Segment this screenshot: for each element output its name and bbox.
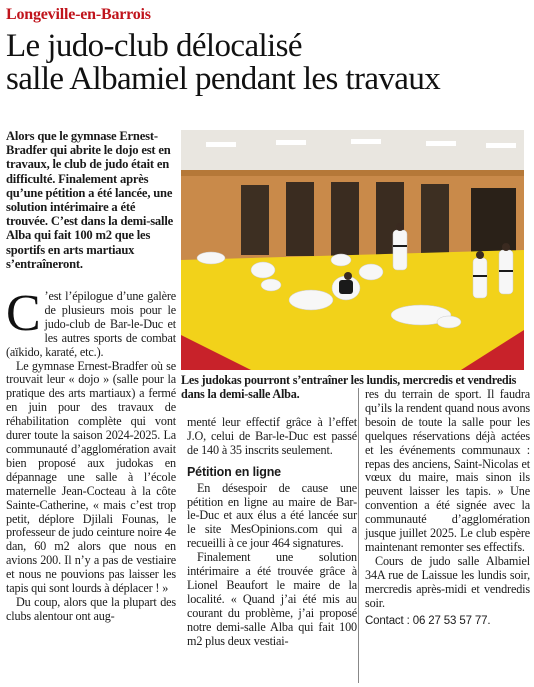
- paragraph: Le gymnase Ernest-Bradfer où se trouvait leur « dojo » (salle pour la pratique des arts martiaux) a fermé en juin pour des travaux de réhabilitation complète qui vont durer toute la saison 2024-2025. La communauté d’agglomération avait bien proposé aux judokas en dépannage une salle à l’école maternelle Jean-Cocteau à la côte Sainte-Catherine, « mais c’est trop petit, déplore Djilali Founas, le professeur de judo ceinture noire 4e dan, 60 m2 alors que nous en avions 200. Il n’y a pas de vestiaire et nous ne pouvions pas laisser les tapis qui sont lourds à déplacer ! »: [6, 358, 176, 596]
- headline-line-2: salle Albamiel pendant les travaux: [6, 61, 441, 97]
- judo-photo-illustration: [181, 130, 524, 370]
- article-column-3: [365, 388, 530, 628]
- article-headline: [6, 30, 531, 96]
- photo-caption: Les judokas pourront s’entraîner les lundis, mercredis et vendredis dans la demi-salle Alba.: [181, 373, 517, 401]
- subheading: Pétition en ligne: [187, 464, 281, 479]
- article-column-1: [6, 285, 176, 624]
- paragraph: Finalement une solution intérimaire a été trouvée grâce à Lionel Beaufort le maire de la localité. « Quand j’ai été mis au courant du problème, j’ai proposé notre demi-salle Alba qui fait 100 m2 plus deux vestiai-: [187, 550, 357, 648]
- article-intro: Alors que le gymnase Ernest-Bradfer qui abrite le dojo est en travaux, le club de judo était en difficulté. Finalement après qu’une pétition a été lancée, une solution intérimaire a été trouvée. C’est dans la demi-salle Alba qui fait 100 m2 que les sportifs en arts martiaux s’entraîneront.: [6, 129, 174, 271]
- paragraph-lead: [6, 285, 176, 360]
- contact-info: Contact : 06 27 53 57 77.: [365, 614, 491, 627]
- column-divider: [358, 388, 359, 683]
- article-column-2: [187, 416, 357, 649]
- paragraph: menté leur effectif grâce à l’effet J.O, celui de Bar-le-Duc est passé de 140 à 35 inscrits seulement.: [187, 415, 357, 457]
- section-kicker: Longeville-en-Barrois: [6, 6, 151, 23]
- paragraph: Cours de judo salle Albamiel 34A rue de Laissue les lundis soir, mercredis après-midi et vendredis soir.: [365, 553, 530, 610]
- drop-cap: C: [6, 285, 41, 342]
- paragraph: Du coup, alors que la plupart des clubs alentour ont aug-: [6, 594, 176, 623]
- judo-photo: [181, 130, 524, 370]
- lead-text: ’est l’épilogue d’une galère de plusieurs mois pour le judo-club de Bar-le-Duc et les autres sports de combat (aïkido, karaté, etc.).: [6, 289, 176, 359]
- paragraph: res du terrain de sport. Il faudra qu’ils la rendent quand nous avons besoin de toute la salle pour les quelques réservations déjà actées et les événements communaux : repas des anciens, Saint-Nicolas et vœux du maire, mais sinon ils peuvent laisser les tapis. » Une convention a été signée avec la communauté d’agglomération jusque juillet 2025. Le club espère maintenant remonter ses effectifs.: [365, 387, 530, 554]
- paragraph: En désespoir de cause une pétition en ligne au maire de Bar-le-Duc et aux élus a été lancée sur le site MesOpinions.com qui a recueilli à ce jour 464 signatures.: [187, 480, 357, 551]
- headline-line-1: Le judo-club délocalisé: [6, 28, 302, 64]
